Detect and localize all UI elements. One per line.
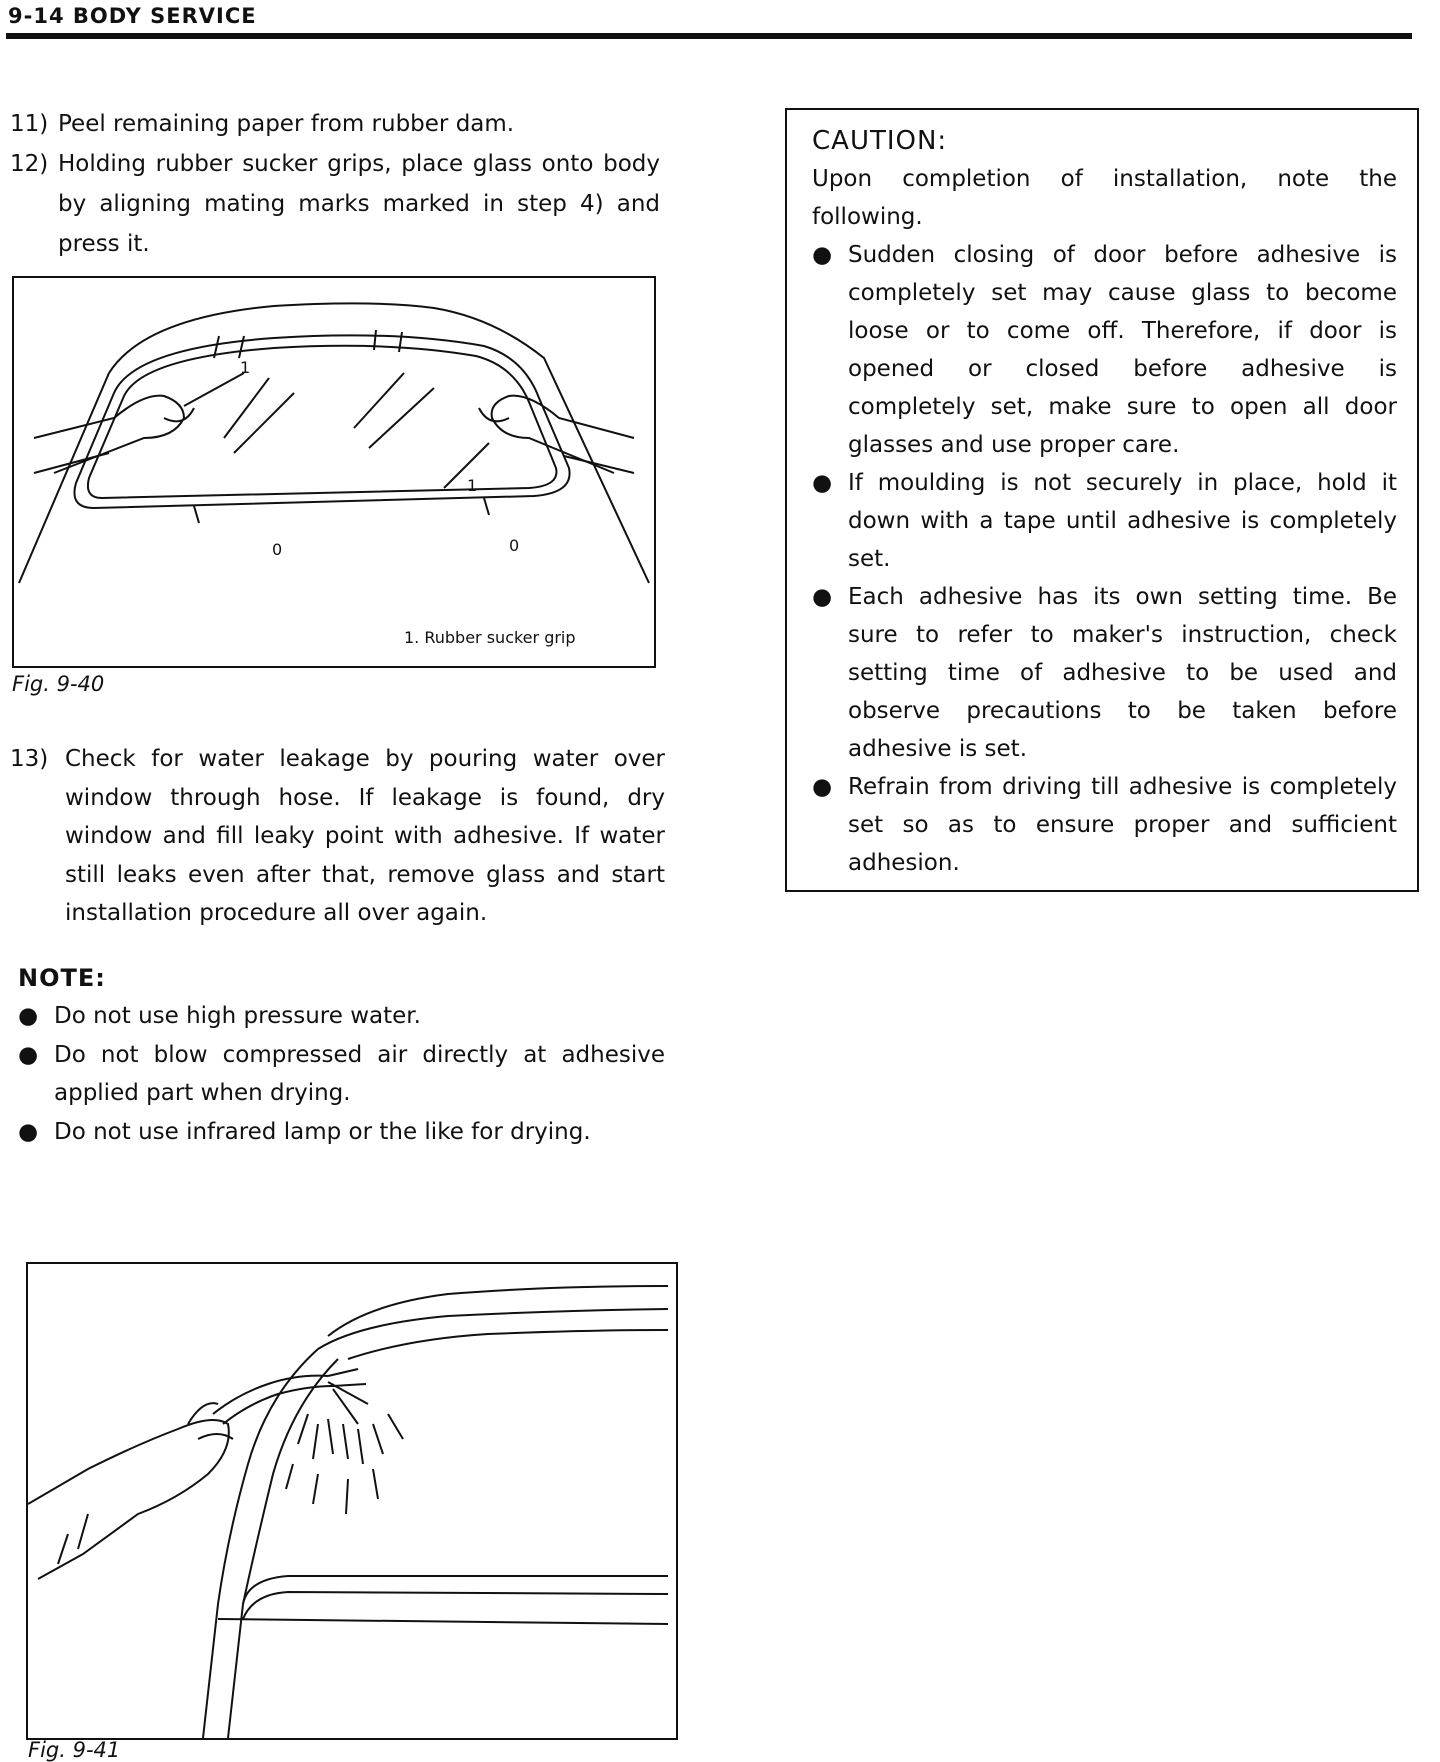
bullet-icon: ● <box>812 470 833 496</box>
figure-caption: Fig. 9-41 <box>28 1738 121 1762</box>
callout-number: 1 <box>467 476 478 495</box>
step-11 <box>10 104 660 144</box>
header-rule <box>6 33 1412 39</box>
caution-item-text: If moulding is not securely in place, hold it down with a tape until adhesive is completely set. <box>848 470 1397 572</box>
mating-mark: 0 <box>272 540 283 559</box>
step-number: 11) <box>10 111 49 137</box>
caution-box <box>785 108 1419 892</box>
caution-item <box>812 578 1397 768</box>
bullet-icon: ● <box>812 242 833 268</box>
step-12 <box>10 144 660 264</box>
figure-9-40 <box>12 276 656 668</box>
bullet-icon: ● <box>18 1041 39 1068</box>
bullet-icon: ● <box>18 1118 39 1145</box>
bullet-icon: ● <box>812 584 833 610</box>
caution-intro: Upon completion of installation, note the following. <box>812 166 1397 230</box>
caution-title: CAUTION: <box>812 126 948 156</box>
left-column-lower <box>10 740 665 1151</box>
figure-caption: Fig. 9-40 <box>12 672 105 696</box>
step-number: 12) <box>10 151 49 177</box>
mating-mark: 0 <box>509 536 520 555</box>
bullet-icon: ● <box>18 1003 39 1029</box>
step-text: Peel remaining paper from rubber dam. <box>58 111 515 137</box>
caution-item-text: Refrain from driving till adhesive is completely set so as to ensure proper and sufficient adhesion. <box>848 774 1397 876</box>
windshield-installation-illustration <box>14 278 654 666</box>
caution-item <box>812 464 1397 578</box>
figure-9-41 <box>26 1262 678 1740</box>
note-item <box>10 1036 665 1113</box>
step-13 <box>10 740 665 933</box>
page-header: 9-14 BODY SERVICE <box>8 4 257 28</box>
step-text: Holding rubber sucker grips, place glass onto body by aligning mating marks marked in step 4) and press it. <box>58 151 660 257</box>
note-item <box>10 1113 665 1152</box>
note-item-text: Do not use high pressure water. <box>54 1003 421 1029</box>
caution-item <box>812 768 1397 882</box>
note-item-text: Do not blow compressed air directly at adhesive applied part when drying. <box>54 1041 665 1106</box>
note-item <box>10 997 665 1036</box>
callout-number: 1 <box>240 358 251 377</box>
left-column <box>10 104 660 264</box>
caution-item-text: Each adhesive has its own setting time. Be sure to refer to maker's instruction, check setting time of adhesive to be used and observe precautions to be taken before adhesive is set. <box>848 584 1397 762</box>
figure-legend: 1. Rubber sucker grip <box>404 628 576 647</box>
note-title: NOTE: <box>18 963 106 992</box>
note-item-text: Do not use infrared lamp or the like for drying. <box>54 1118 591 1145</box>
water-leak-test-illustration <box>28 1264 676 1738</box>
bullet-icon: ● <box>812 774 833 800</box>
step-number: 13) <box>10 746 49 772</box>
caution-item-text: Sudden closing of door before adhesive is completely set may cause glass to become loose or to come off. Therefore, if door is opened or closed before adhesive is completely set, make sure to open all door glasses and use proper care. <box>848 242 1397 458</box>
step-text: Check for water leakage by pouring water over window through hose. If leakage is found, dry window and fill leaky point with adhesive. If water still leaks even after that, remove glass and start installation procedure all over again. <box>65 746 665 926</box>
caution-item <box>812 236 1397 464</box>
